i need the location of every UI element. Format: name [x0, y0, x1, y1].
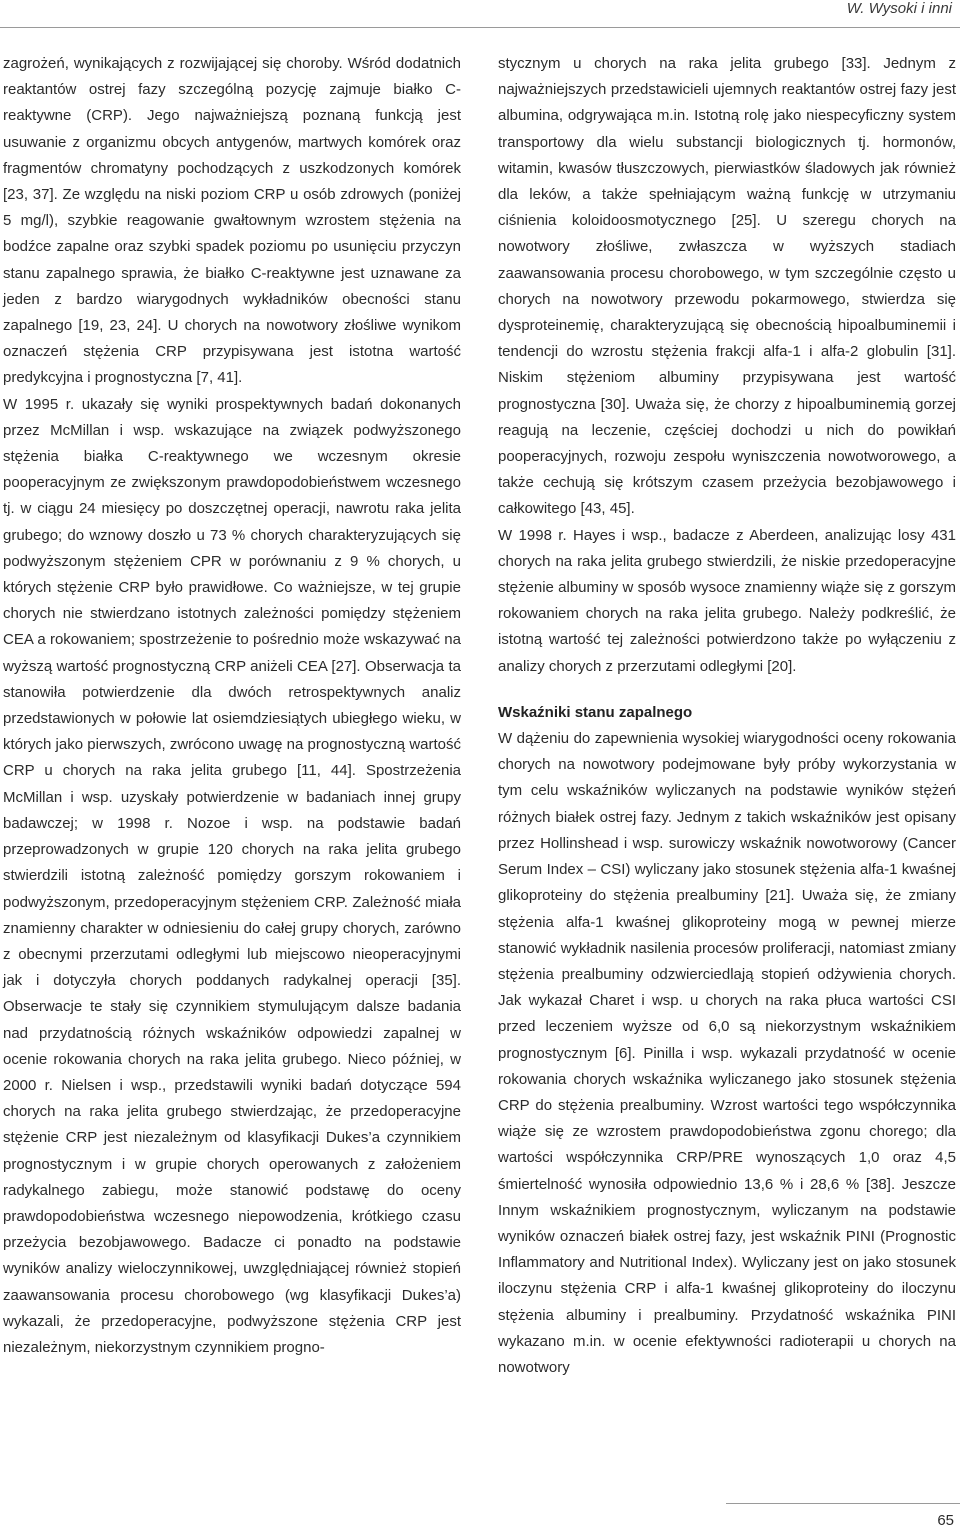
- left-paragraph-2: W 1995 r. ukazały się wyniki prospektywnych badań dokonanych przez McMillan i wsp. wskazujące na związek podwyższonego stężenia białka C-reaktywnego we wczesnym okresie pooperacyjnym ze zwiększonym prawdopodobieństwem wczesnego tj. w ciągu 24 miesięcy po doszczętnej operacji, nawrotu raka jelita grubego; do wznowy doszło u 73 % chorych charakteryzujących się podwyższonym stężeniem CPR w porównaniu z 9 % chorych, u których stężenie CRP było prawidłowe. Co ważniejsze, w tej grupie chorych nie stwierdzano istotnych zależności pomiędzy stężeniem CEA a rokowaniem; spostrzeżenie to pośrednio może wskazywać na wyższą wartość prognostyczną CRP aniżeli CEA [27]. Obserwacja ta stanowiła potwierdzenie dla dwóch retrospektywnych analiz przedstawionych w połowie lat osiemdziesiątych ubiegłego wieku, w których jako pierwszych, zwrócono uwagę na prognostyczną wartość CRP u chorych na raka jelita grubego [11, 44]. Spostrzeżenia McMillan i wsp. uzyskały potwierdzenie w badaniach innej grupy badawczej; w 1998 r. Nozoe i wsp. na podstawie badań przeprowadzonych w grupie 120 chorych na raka jelita grubego stwierdzili istotną zależność pomiędzy gorszym rokowaniem i podwyższonym, przedoperacyjnym stężeniem CRP. Zależność miała znamienny charakter w odniesieniu do całej grupy chorych, zarówno z obecnymi przerzutami odległymi lub miejscowo nieoperacyjnymi jak i dotyczyła chorych poddanych radykalnej operacji [35]. Obserwacje te stały się czynnikiem stymulującym dalsze badania nad przydatnością różnych wskaźników odpowiedzi zapalnej w ocenie rokowania chorych na raka jelita grubego. Nieco później, w 2000 r. Nielsen i wsp., przedstawili wyniki badań dotyczące 594 chorych na raka jelita grubego stwierdzając, że przedoperacyjne stężenie CRP jest niezależnym od klasyfikacji Dukes’a czynnikiem prognostycznym i w grupie chorych operowanych z założeniem radykalnego zabiegu, może stanowić podstawę do oceny prawdopodobieństwa wczesnego niepowodzenia, krótkiego czasu przeżycia bezobjawowego. Badacze ci ponadto na podstawie wyników analizy wieloczynnikowej, uwzględniającej również stopień zaawansowania procesu chorobowego (wg klasyfikacji Dukes’a) wykazali, że przedoperacyjne, podwyższone stężenia CRP jest niezależnym, niekorzystnym czynnikiem progno-: [3, 395, 461, 1356]
- left-column: [3, 51, 461, 1361]
- right-paragraph-3: W dążeniu do zapewnienia wysokiej wiarygodności oceny rokowania chorych na nowotwory podejmowane były próby wykorzystania w tym celu wskaźników wyliczanych na podstawie wyników stężeń różnych białek ostrej fazy. Jednym z takich wskaźników jest opisany przez Hollinshead i wsp. surowiczy wskaźnik nowotworowy (Cancer Serum Index – CSI) wyliczany jako stosunek stężenia alfa-1 kwaśnej glikoproteiny do stężenia prealbuminy [21]. Uważa się, że zmiany stężenia alfa-1 kwaśnej glikoproteiny mogą w pewnej mierze stanowić wykładnik nasilenia procesów proliferacji, natomiast zmiany stężenia prealbuminy odzwierciedlają stopień odżywienia chorych. Jak wykazał Charet i wsp. u chorych na raka płuca wartości CSI przed leczeniem wyższe od 6,0 są niekorzystnym wskaźnikiem prognostycznym [6]. Pinilla i wsp. wykazali przydatność w ocenie rokowania chorych wskaźnika wyliczanego jako stosunek stężenia CRP do stężenia prealbuminy. Wzrost wartości tego współczynnika wiąże się ze wzrostem prawdopodobieństwa zgonu chorego; dla wartości współczynnika CRP/PRE wynoszących 1,0 oraz 4,5 śmiertelność wynosiła odpowiednio 13,6 % i 28,6 % [38]. Jeszcze Innym wskaźnikiem prognostycznym, wyliczanym na podstawie wyników oznaczeń białek ostrej fazy, jest wskaźnik PINI (Prognostic Inflammatory and Nutritional Index). Wyliczany jest on jako stosunek iloczynu stężenia CRP i alfa-1 kwaśnej glikoproteiny do iloczynu stężenia albuminy i prealbuminy. Przydatność wskaźnika PINI wykazano m.in. w ocenie efektywności radioterapii u chorych na nowotwory: [498, 730, 956, 1376]
- header-rule: [0, 27, 960, 28]
- running-head: W. Wysoki i inni: [846, 0, 952, 17]
- right-paragraph-1: stycznym u chorych na raka jelita grubego [33]. Jednym z najważniejszych przedstawicieli ujemnych reaktantów ostrej fazy jest albumina, odgrywająca m.in. Istotną rolę jako niespecyficzny system transportowy dla wielu substancji biologicznych tj. hormonów, witamin, kwasów tłuszczowych, pierwiastków śladowych jak również dla leków, a także spełniającym ważną funkcję w utrzymaniu ciśnienia koloidoosmotycznego [25]. U szeregu chorych na nowotwory złośliwe, zwłaszcza w wyższych stadiach zaawansowania procesu chorobowego, w tym szczególnie często u chorych na nowotwory przewodu pokarmowego, stwierdza się dysproteinemię, charakteryzującą się obecnością hipoalbuminemii i tendencji do wzrostu stężenia frakcji alfa-1 i alfa-2 globulin [31]. Niskim stężeniom albuminy przypisywana jest wartość prognostyczna [30]. Uważa się, że chorzy z hipoalbuminemią gorzej reagują na leczenie, częściej dochodzi u nich do powikłań pooperacyjnych, rozwoju zespołu wyniszczenia nowotworowego, a także cechują się krótszym czasem przeżycia bezobjawowego i całkowitego [43, 45].: [498, 55, 956, 518]
- page-number: 65: [937, 1512, 954, 1529]
- right-column: [498, 51, 956, 1381]
- left-paragraph-1: zagrożeń, wynikających z rozwijającej się choroby. Wśród dodatnich reaktantów ostrej fazy szczególną pozycję zajmuje białko C-reaktywne (CRP). Jego najważniejszą poznaną funkcją jest usuwanie z organizmu obcych antygenów, martwych komórek oraz fragmentów chromatyny pochodzących z uszkodzonych komórek [23, 37]. Ze względu na niski poziom CRP u osób zdrowych (poniżej 5 mg/l), szybkie reagowanie gwałtownym wzrostem stężenia na bodźce zapalne oraz szybki spadek poziomu po usunięciu przyczyn stanu zapalnego sprawia, że białko C-reaktywne jest uznawane za jeden z bardzo wiarygodnych wykładników obecności stanu zapalnego [19, 23, 24]. U chorych na nowotwory złośliwe wynikom oznaczeń stężenia CRP przypisywana jest istotna wartość predykcyjna i prognostyczna [7, 41].: [3, 55, 461, 387]
- right-paragraph-2: W 1998 r. Hayes i wsp., badacze z Aberdeen, analizując losy 431 chorych na raka jelita grubego stwierdzili, że niskie przedoperacyjne stężenie albuminy w sposób wysoce znamienny wiąże się z gorszym rokowaniem chorych na raka jelita grubego. Należy podkreślić, że istotną wartość tej zależności potwierdzono także po wyłączeniu z analizy chorych z przerzutami odległymi [20].: [498, 526, 956, 675]
- footer-rule: [726, 1503, 960, 1504]
- section-heading: Wskaźniki stanu zapalnego: [498, 703, 693, 721]
